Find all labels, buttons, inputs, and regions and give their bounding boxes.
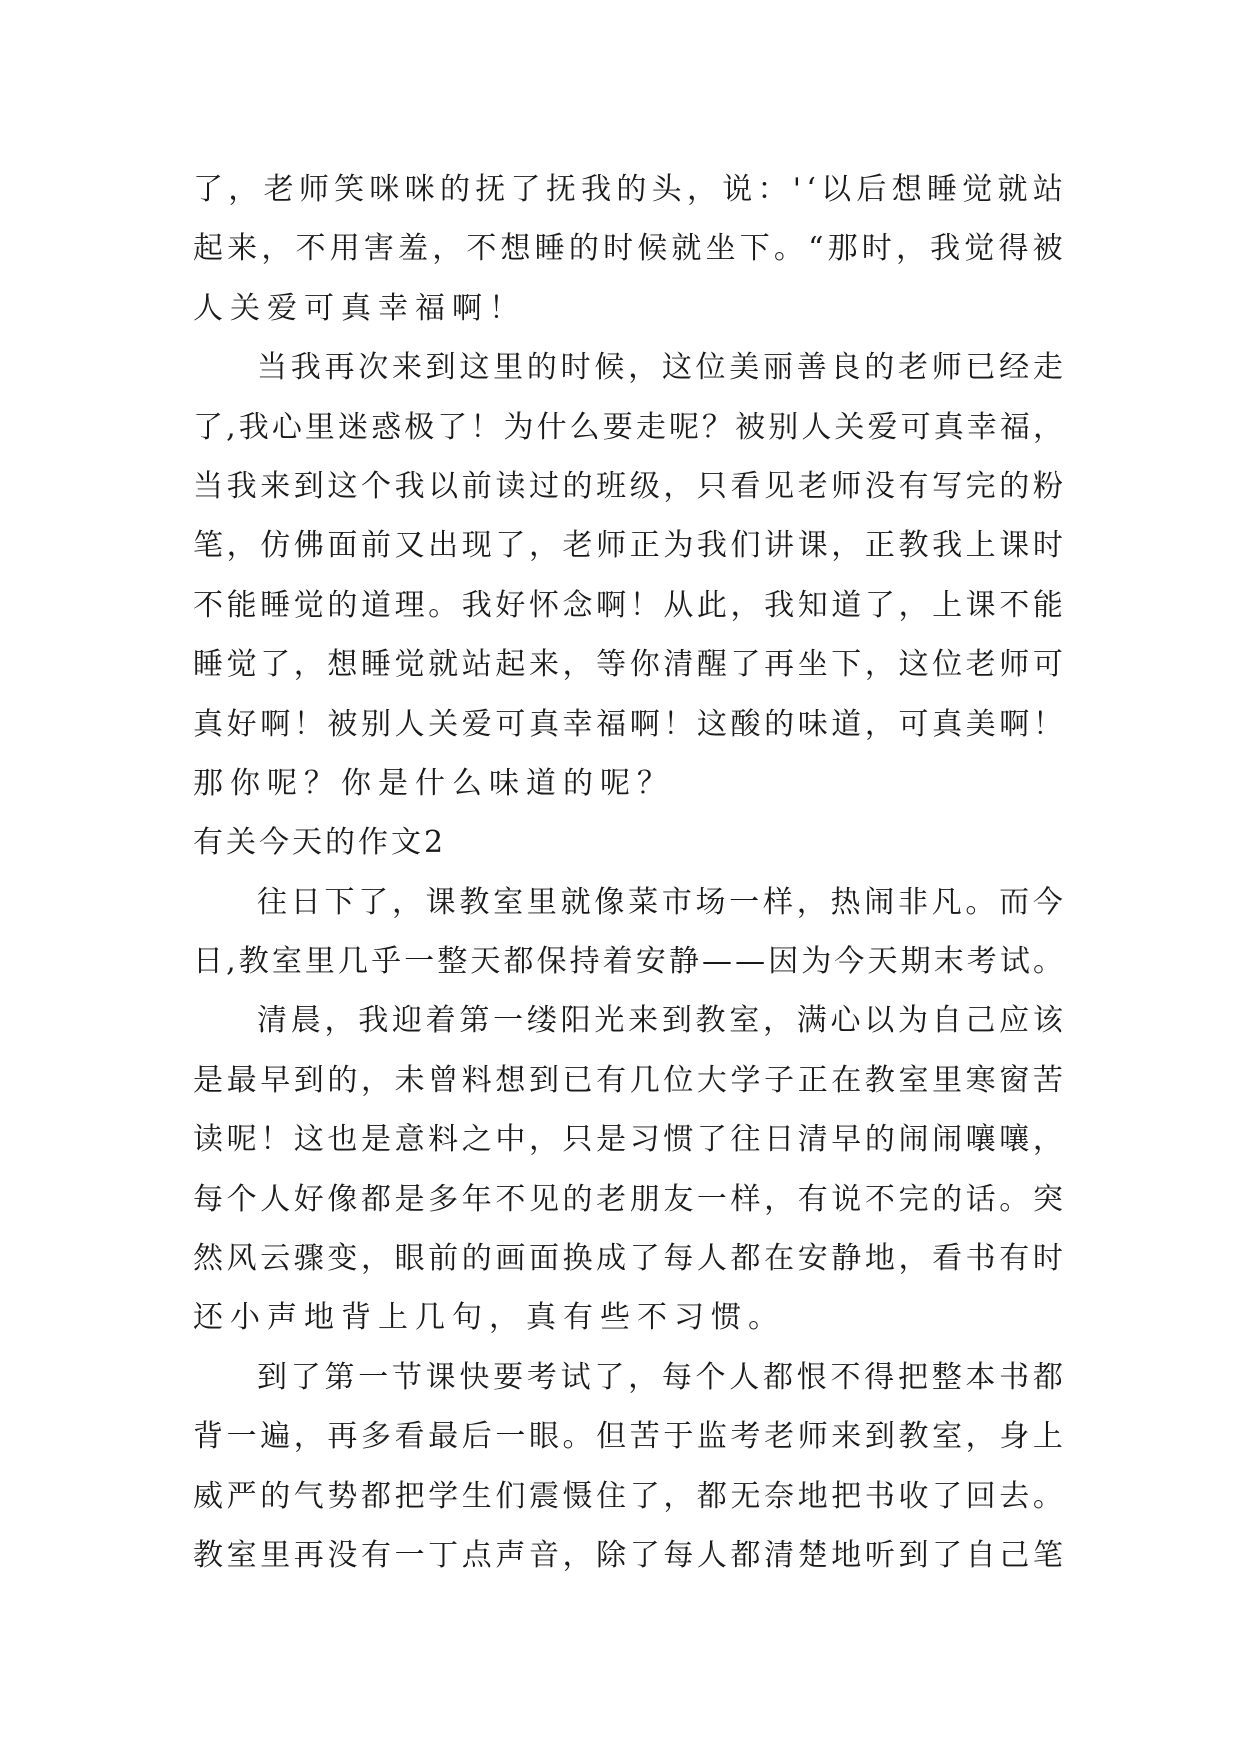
paragraph-line: 清 晨 ， 我 迎 着 第 一 缕 阳 光 来 到 教 室 ， 满 心 以 为 自 己 应 该 — [257, 1003, 1063, 1039]
paragraph-line: 当 我 来 到 这 个 我 以 前 读 过 的 班 级 ， 只 看 见 老 师 没 有 写 完 的 粉 — [193, 468, 1063, 504]
paragraph-line: 了 , 我 心 里 迷 惑 极 了 ！ 为 什 么 要 走 呢 ？ 被 别 人 关 爱 可 真 幸 福 ， — [193, 409, 1063, 445]
paragraph-line: 读 呢 ！ 这 也 是 意 料 之 中 ， 只 是 习 惯 了 往 日 清 早 的 闹 闹 嚷 嚷 ， — [193, 1122, 1063, 1158]
paragraph-line: 还小声地背上几句，真有些不习惯。 — [193, 1300, 785, 1336]
paragraph-line: 不 能 睡 觉 的 道 理 。 我 好 怀 念 啊 ！ 从 此 ， 我 知 道 了 ， 上 课 不 能 — [193, 587, 1063, 623]
paragraph-line: 是 最 早 到 的 ， 未 曾 料 想 到 已 有 几 位 大 学 子 正 在 教 室 里 寒 窗 苦 — [193, 1062, 1063, 1098]
paragraph-line: 睡 觉 了 ， 想 睡 觉 就 站 起 来 ， 等 你 清 醒 了 再 坐 下 ， 这 位 老 师 可 — [193, 647, 1063, 683]
paragraph-line: 往 日 下 了 ， 课 教 室 里 就 像 菜 市 场 一 样 ， 热 闹 非 凡 。 而 今 — [257, 884, 1063, 920]
section-heading: 有关今天的作文2 — [193, 825, 447, 861]
paragraph-line: 真 好 啊 ！ 被 别 人 关 爱 可 真 幸 福 啊 ！ 这 酸 的 味 道 ， 可 真 美 啊 ！ — [193, 706, 1063, 742]
paragraph-line: 日 , 教 室 里 几 乎 一 整 天 都 保 持 着 安 静 — — 因 为 今 天 期 末 考 试 。 — [193, 944, 1063, 980]
paragraph-line: 笔 ， 仿 佛 面 前 又 出 现 了 ， 老 师 正 为 我 们 讲 课 ， 正 教 我 上 课 时 — [193, 528, 1063, 564]
paragraph-line: 起 来 ， 不 用 害 羞 ， 不 想 睡 的 时 候 就 坐 下 。 “ 那 时 ， 我 觉 得 被 — [193, 231, 1063, 267]
paragraph-line: 教 室 里 再 没 有 一 丁 点 声 音 ， 除 了 每 人 都 清 楚 地 听 到 了 自 己 笔 — [193, 1537, 1063, 1573]
paragraph-line: 威 严 的 气 势 都 把 学 生 们 震 慑 住 了 ， 都 无 奈 地 把 书 收 了 回 去 。 — [193, 1478, 1063, 1514]
paragraph-line: 每 个 人 好 像 都 是 多 年 不 见 的 老 朋 友 一 样 ， 有 说 不 完 的 话 。 突 — [193, 1181, 1063, 1217]
paragraph-line: 当 我 再 次 来 到 这 里 的 时 候 ， 这 位 美 丽 善 良 的 老 师 已 经 走 — [257, 350, 1063, 386]
paragraph-line: 背 一 遍 ， 再 多 看 最 后 一 眼 。 但 苦 于 监 考 老 师 来 到 教 室 ， 身 上 — [193, 1419, 1063, 1455]
paragraph-line: 人关爱可真幸福啊！ — [193, 290, 526, 326]
paragraph-line: 然 风 云 骤 变 ， 眼 前 的 画 面 换 成 了 每 人 都 在 安 静 地 ， 看 书 有 时 — [193, 1241, 1063, 1277]
document-page — [193, 160, 1063, 1585]
paragraph-line: 到 了 第 一 节 课 快 要 考 试 了 ， 每 个 人 都 恨 不 得 把 整 本 书 都 — [257, 1359, 1063, 1395]
paragraph-line: 了 ， 老 师 笑 咪 咪 的 抚 了 抚 我 的 头 ， 说 ： ' ‘ 以 后 想 睡 觉 就 站 — [193, 172, 1063, 207]
paragraph-line: 那你呢？你是什么味道的呢？ — [193, 765, 674, 801]
